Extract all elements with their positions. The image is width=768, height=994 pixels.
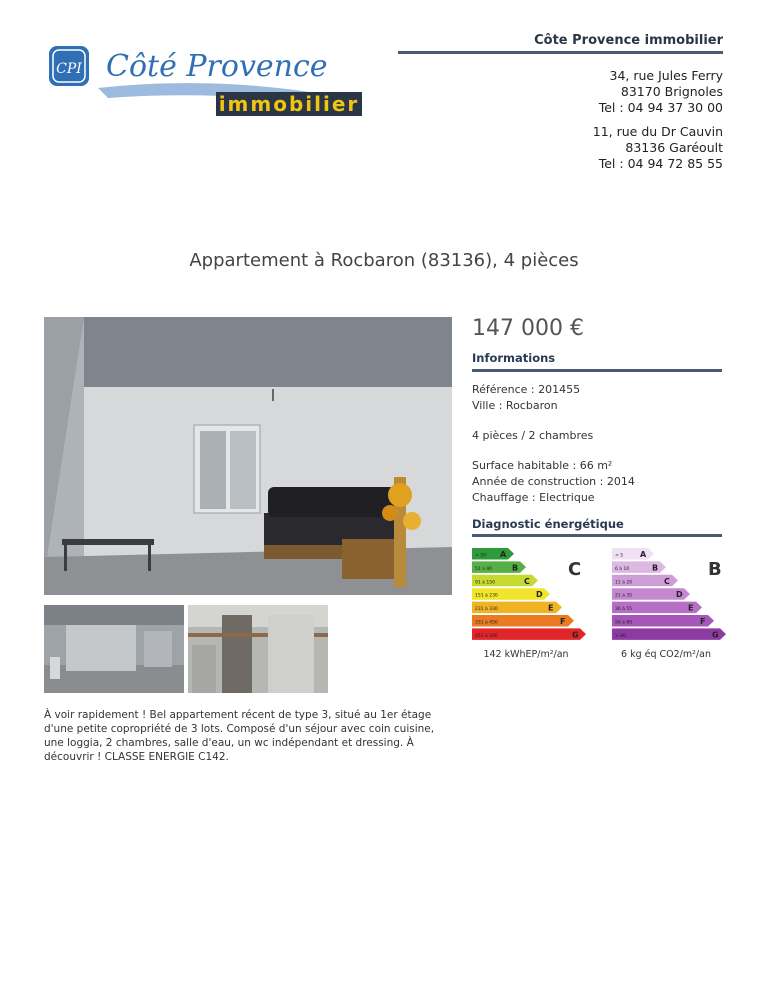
info-annee: Année de construction : 2014 [472, 475, 635, 488]
info-ville: Ville : Rocbaron [472, 399, 558, 412]
info-surface: Surface habitable : 66 m² [472, 459, 613, 472]
energy-row-c [472, 575, 538, 587]
info-block-ref [472, 382, 580, 414]
ges-row-f [612, 615, 714, 627]
ges-letter-f: F [700, 617, 706, 626]
energy-letter-a: A [500, 550, 507, 559]
ges-letter-c: C [664, 576, 670, 586]
ges-range-e: 36 à 55 [615, 607, 633, 613]
office2-city: 83136 Garéoult [625, 140, 723, 155]
ges-range-d: 21 à 35 [615, 593, 633, 599]
listing-price: 147 000 € [472, 316, 584, 341]
ges-range-c: 11 à 20 [615, 580, 633, 586]
energy-range-c: 91 à 150 [475, 580, 495, 586]
office-address-gareoult [593, 124, 723, 172]
agency-logo [48, 44, 368, 120]
ges-row-e [612, 602, 702, 614]
agency-name: Côte Provence immobilier [534, 33, 723, 48]
office2-street: 11, rue du Dr Cauvin [592, 124, 723, 139]
ges-row-d [612, 588, 690, 600]
informations-divider [472, 369, 722, 372]
listing-description: À voir rapidement ! Bel appartement récent de type 3, situé au 1er étage d'une petite copropriété de 3 lots. Composé d'un séjour avec coin cuisine, une loggia, 2 chambres, salle d'eau, un wc indépendant et dressing. À découvrir ! CLASSE ENERGIE C142. [44, 709, 435, 763]
office-address-brignoles [599, 68, 723, 116]
office2-phone: Tel : 04 94 72 85 55 [598, 156, 723, 171]
ges-range-a: < 5 [615, 553, 624, 559]
office1-city: 83170 Brignoles [620, 84, 723, 99]
info-reference: Référence : 201455 [472, 383, 581, 396]
ges-range-b: 6 à 10 [615, 566, 630, 572]
main-photo [44, 317, 452, 595]
diagnostic-heading: Diagnostic énergétique [472, 517, 624, 531]
energy-range-d: 151 à 230 [475, 593, 498, 599]
agency-divider [398, 51, 723, 54]
energy-row-f [472, 615, 574, 627]
ges-range-g: > 80 [615, 633, 626, 639]
energy-letter-c: C [524, 576, 530, 586]
energy-letter-d: D [536, 590, 543, 600]
energy-row-d [472, 588, 550, 600]
ges-range-f: 56 à 80 [615, 620, 633, 626]
ges-row-c [612, 575, 678, 587]
energy-letter-e: E [548, 603, 554, 613]
energy-letter-b: B [512, 563, 519, 573]
ges-letter-d: D [676, 590, 683, 600]
energy-row-g [472, 628, 586, 640]
ges-label-chart [612, 548, 730, 644]
info-block-rooms [472, 428, 593, 444]
ges-class-marker: B [708, 559, 722, 580]
info-pieces: 4 pièces / 2 chambres [472, 429, 594, 442]
energy-row-e [472, 602, 562, 614]
energy-range-b: 51 à 90 [475, 566, 493, 572]
info-chauffage: Chauffage : Electrique [472, 491, 595, 504]
informations-heading: Informations [472, 351, 556, 365]
energy-letter-f: F [560, 617, 566, 626]
office1-street: 34, rue Jules Ferry [609, 68, 723, 83]
ges-bar-g [612, 628, 726, 640]
energy-caption: 142 kWhEP/m²/an [483, 649, 569, 660]
office1-phone: Tel : 04 94 37 30 00 [598, 100, 723, 115]
diagnostic-divider [472, 534, 722, 537]
listing-title: Appartement à Rocbaron (83136), 4 pièces [189, 250, 579, 271]
energy-row-a [472, 548, 514, 560]
ges-letter-a: A [640, 550, 647, 559]
ges-letter-b: B [652, 563, 659, 573]
ges-letter-e: E [688, 603, 694, 613]
logo-line2: immobilier [218, 92, 360, 116]
energy-range-a: < 50 [475, 553, 486, 559]
energy-range-e: 231 à 330 [475, 607, 498, 613]
energy-range-f: 331 à 450 [475, 620, 498, 626]
ges-row-a [612, 548, 654, 560]
logo-monogram: CPI [56, 61, 82, 77]
energy-class-marker: C [568, 559, 582, 580]
ges-letter-g: G [712, 630, 719, 640]
energy-label-chart [472, 548, 590, 644]
ges-row-g [612, 628, 726, 640]
info-block-specs [472, 458, 635, 506]
ges-caption: 6 kg éq CO2/m²/an [621, 649, 711, 660]
energy-row-b [472, 561, 526, 573]
ges-row-b [612, 561, 666, 573]
thumbnail-photo-2[interactable] [188, 605, 328, 693]
energy-range-g: 451 à 500 [475, 633, 498, 639]
logo-line1: Côté Provence [106, 49, 328, 84]
thumbnail-photo-1[interactable] [44, 605, 184, 693]
energy-letter-g: G [572, 630, 579, 640]
